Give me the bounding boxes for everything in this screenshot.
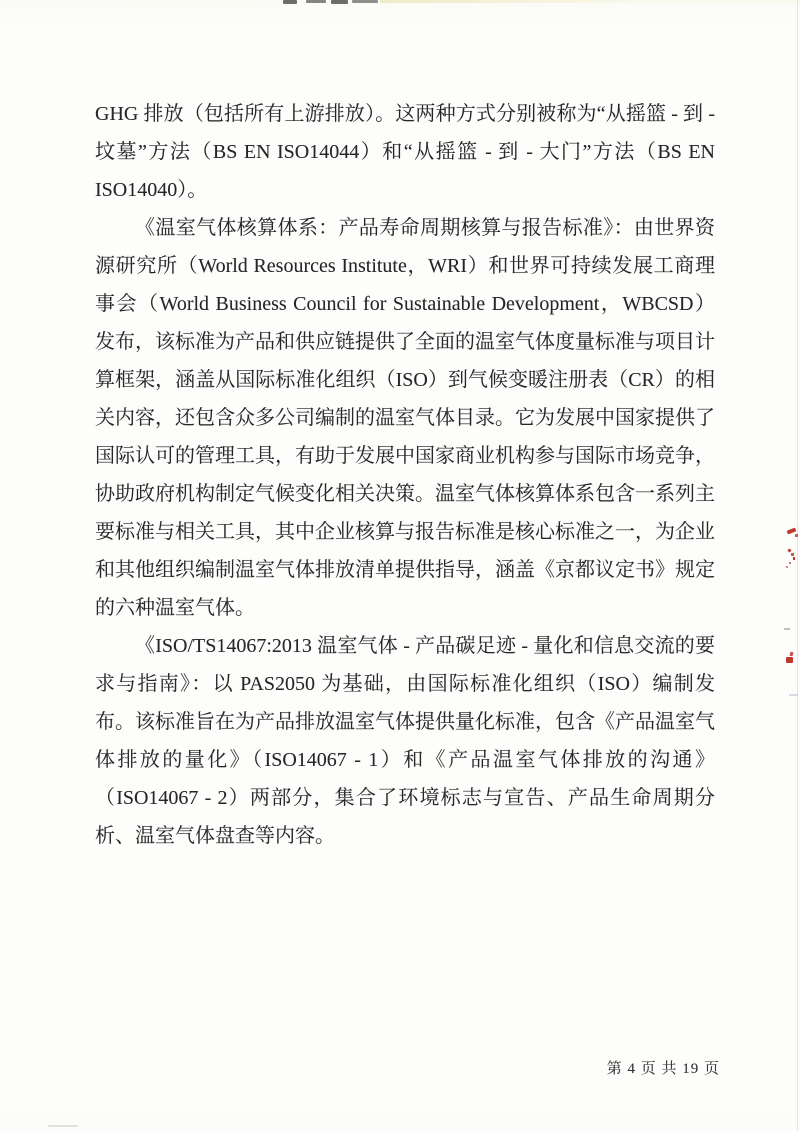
scan-smudge-top [283, 0, 297, 4]
seal-ink-fragment [793, 557, 795, 560]
seal-ink-fragment [789, 562, 791, 564]
seal-ink-fragment [789, 652, 793, 657]
seal-ink-fragment [795, 534, 798, 537]
scan-tint-band [380, 0, 800, 3]
scan-edge-line [797, 0, 798, 1131]
seal-ink-fragment [786, 657, 793, 663]
body-paragraph: GHG 排放（包括所有上游排放）。这两种方式分别被称为“从摇篮 - 到 - 坟墓”方法（BS EN ISO14044）和“从摇篮 - 到 - 大门”方法（BS EN ISO14040）。 [95, 103, 715, 201]
scan-smudge-right [789, 694, 798, 696]
seal-ink-fragment [786, 566, 788, 568]
scan-smudge-bottom [48, 1125, 78, 1127]
document-body [95, 95, 715, 855]
page-number-footer: 第 4 页 共 19 页 [606, 1061, 720, 1077]
seal-ink-fragment [787, 548, 791, 552]
body-paragraph: 《温室气体核算体系：产品寿命周期核算与报告标准》：由世界资源研究所（World Resources Institute，WRI）和世界可持续发展工商理事会（World Business Council for Sustainable Development，WBCSD）发布，该标准为产品和供应链提供了全面的温室气体度量标准与项目计算框架，涵盖从国际标准化组织（ISO）到气候变暖注册表（CR）的相关内容，还包含众多公司编制的温室气体目录。它为发展中国家提供了国际认可的管理工具，有助于发展中国家商业机构参与国际市场竞争，协助政府机构制定气候变化相关决策。温室气体核算体系包含一系列主要标准与相关工具，其中企业核算与报告标准是核心标准之一，为企业和其他组织编制温室气体排放清单提供指导，涵盖《京都议定书》规定的六种温室气体。 [95, 217, 715, 619]
scan-smudge-right [784, 628, 790, 630]
scan-smudge-top [306, 0, 326, 3]
scan-smudge-top [352, 0, 378, 3]
body-paragraph: 《ISO/TS14067:2013 温室气体 - 产品碳足迹 - 量化和信息交流的要求与指南》：以 PAS2050 为基础，由国际标准化组织（ISO）编制发布。该标准旨在为产品排放温室气体提供量化标准，包含《产品温室气体排放的量化》（ISO14067 - 1）和《产品温室气体排放的沟通》（ISO14067 - 2）两部分，集合了环境标志与宣告、产品生命周期分析、温室气体盘查等内容。 [95, 635, 715, 847]
seal-ink-fragment [791, 553, 794, 556]
scan-smudge-top [331, 0, 348, 4]
